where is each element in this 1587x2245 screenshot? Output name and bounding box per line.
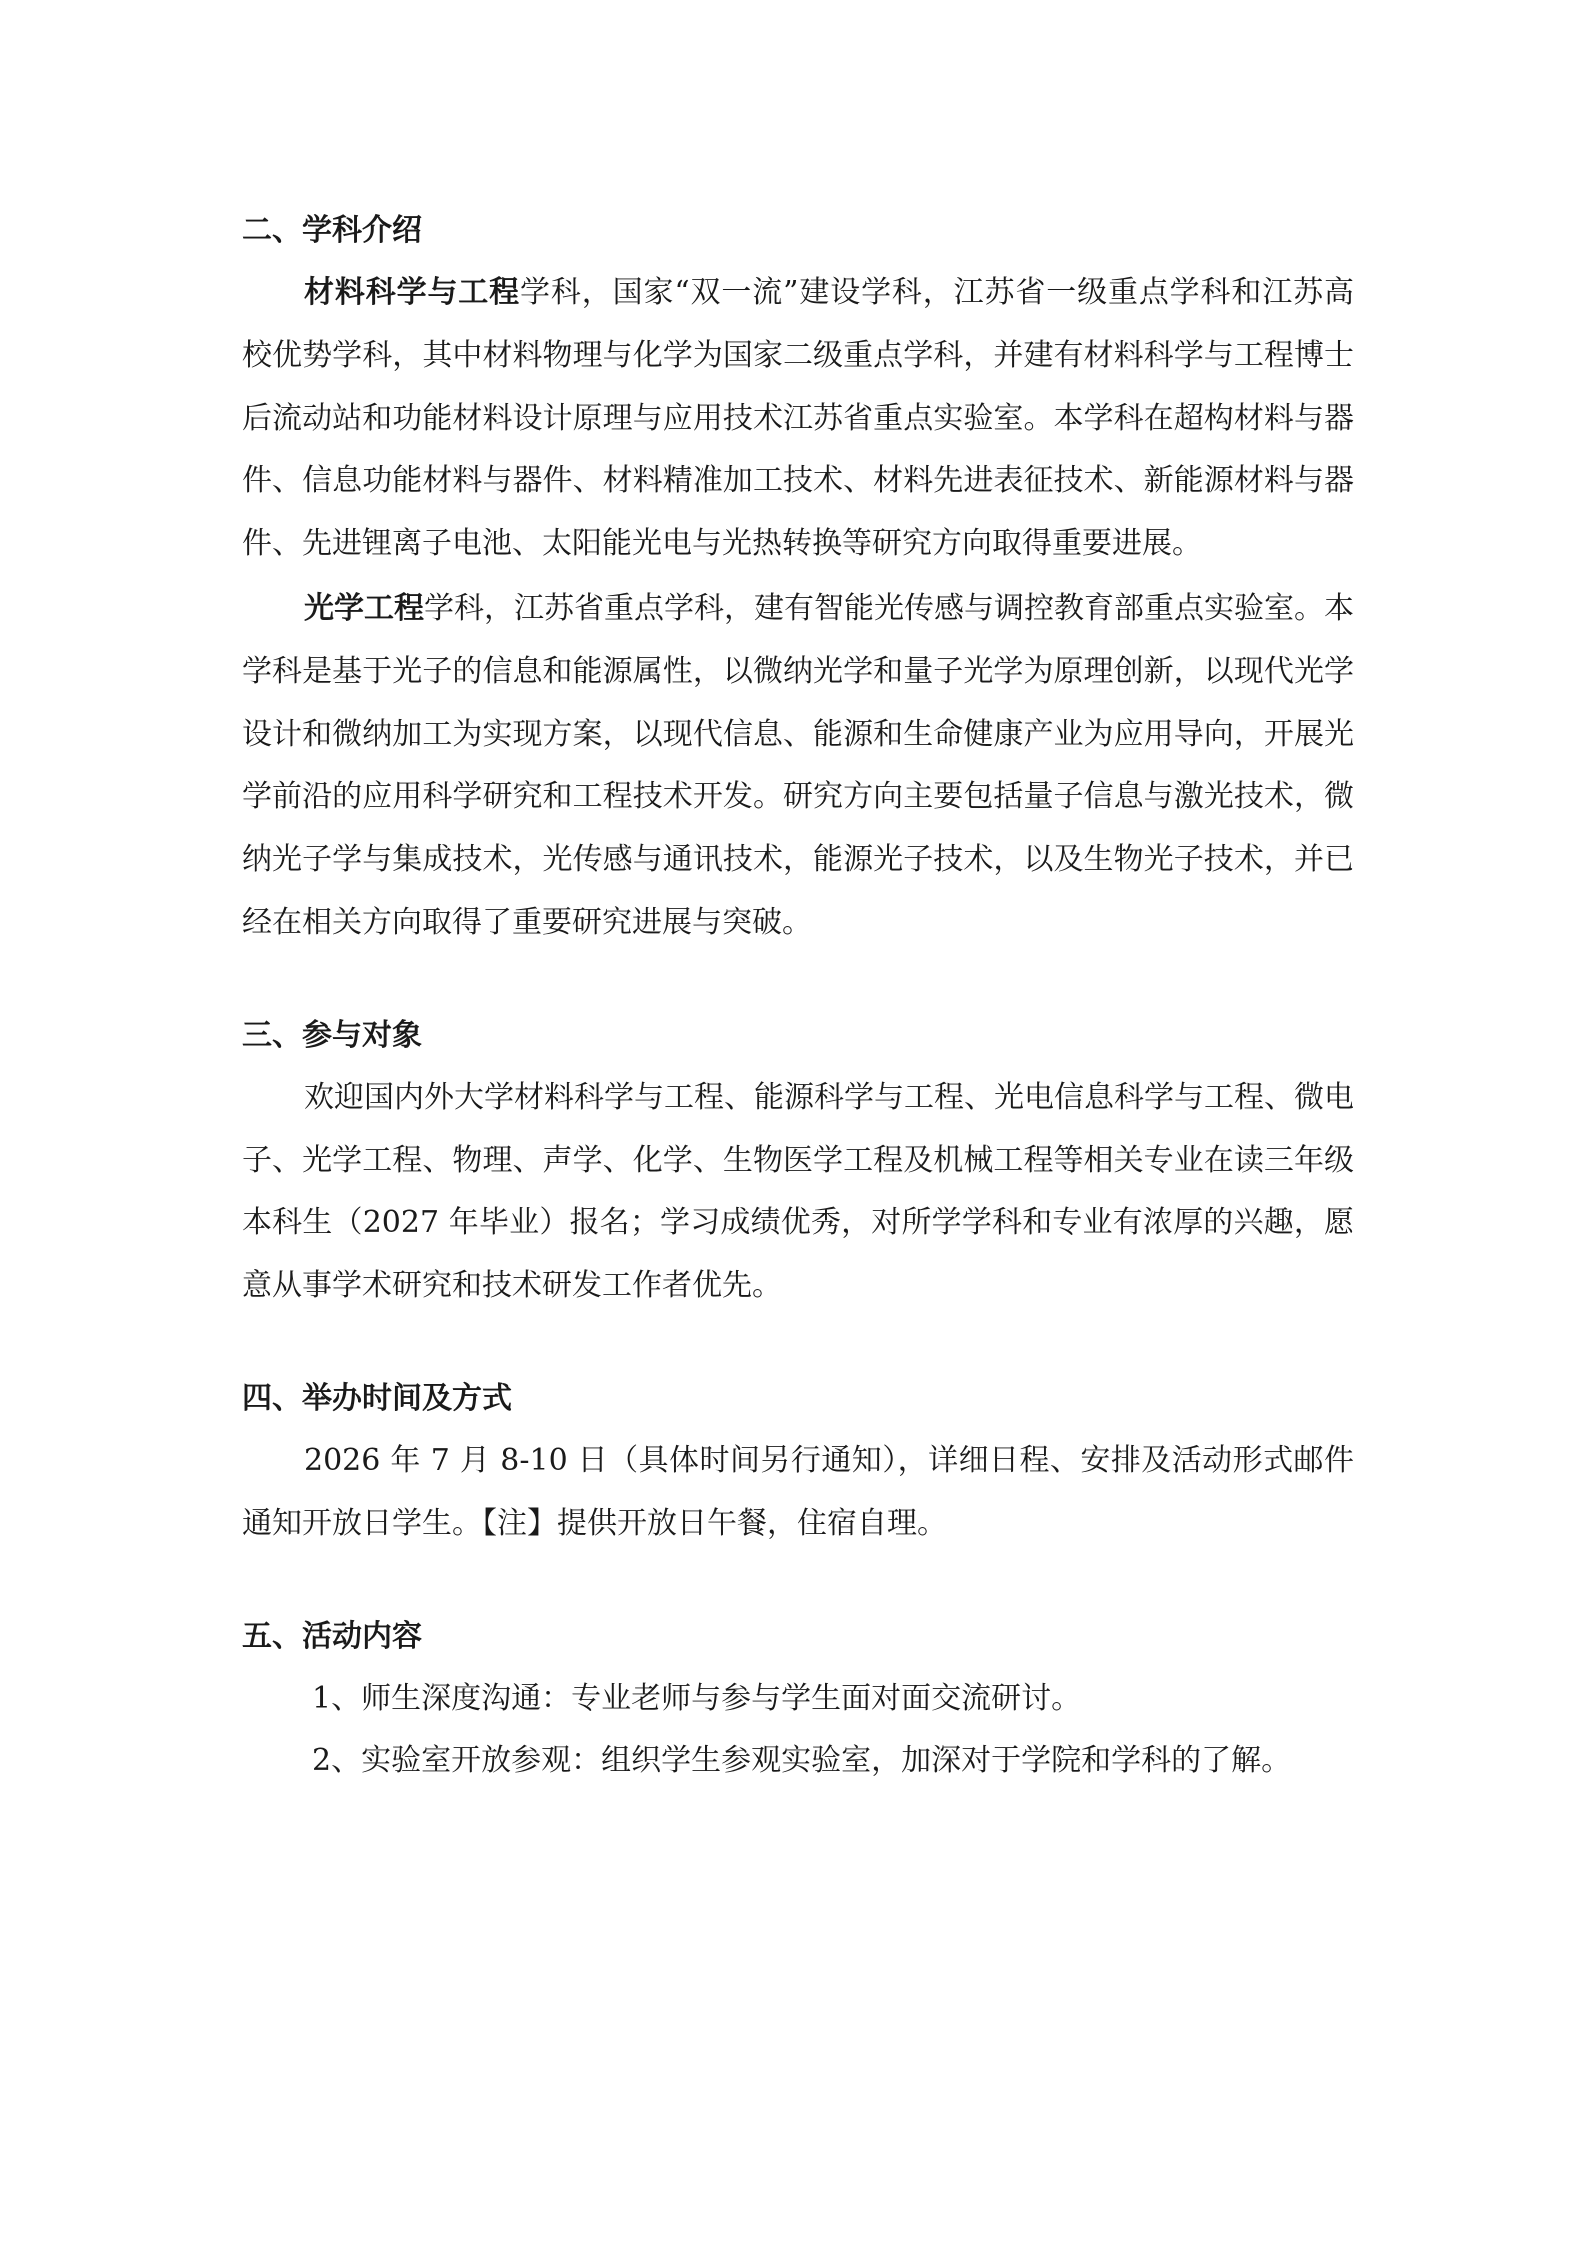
- paragraph-optical-engineering: [242, 578, 1354, 955]
- document-content: [242, 200, 1354, 1793]
- section-gap: [242, 955, 1354, 1005]
- section-heading-time-and-format: 四、举办时间及方式: [242, 1380, 512, 1416]
- section-heading-participants: 三、参与对象: [242, 1017, 422, 1053]
- section-heading-activities: 五、活动内容: [242, 1618, 422, 1654]
- paragraph-body-materials-science: 学科，国家“双一流”建设学科，江苏省一级重点学科和江苏高校优势学科，其中材料物理与化学为国家二级重点学科，并建有材料科学与工程博士后流动站和功能材料设计原理与应用技术江苏省重点实验室。本学科在超构材料与器件、信息功能材料与器件、材料精准加工技术、材料先进表征技术、新能源材料与器件、先进锂离子电池、太阳能光电与光热转换等研究方向取得重要进展。: [242, 275, 1354, 562]
- paragraph-participants: 欢迎国内外大学材料科学与工程、能源科学与工程、光电信息科学与工程、微电子、光学工程、物理、声学、化学、生物医学工程及机械工程等相关专业在读三年级本科生（2027 年毕业）报名；学习成绩优秀，对所学学科和专业有浓厚的兴趣，愿意从事学术研究和技术研发工作者优先。: [242, 1079, 1354, 1304]
- section-heading-discipline-intro: 二、学科介绍: [242, 213, 422, 248]
- paragraph-lead-materials-science: 材料科学与工程: [304, 275, 521, 310]
- paragraph-materials-science: [242, 262, 1354, 576]
- paragraph-lead-optical-engineering: 光学工程: [304, 590, 424, 626]
- section-gap: [242, 1318, 1354, 1368]
- section-gap: [242, 1556, 1354, 1606]
- activity-item-2: 2、实验室开放参观：组织学生参观实验室，加深对于学院和学科的了解。: [312, 1743, 1292, 1779]
- paragraph-time-and-format: 2026 年 7 月 8-10 日（具体时间另行通知），详细日程、安排及活动形式邮件通知开放日学生。【注】提供开放日午餐，住宿自理。: [242, 1442, 1354, 1541]
- paragraph-body-optical-engineering: 学科，江苏省重点学科，建有智能光传感与调控教育部重点实验室。本学科是基于光子的信息和能源属性，以微纳光学和量子光学为原理创新，以现代光学设计和微纳加工为实现方案，以现代信息、能源和生命健康产业为应用导向，开展光学前沿的应用科学研究和工程技术开发。研究方向主要包括量子信息与激光技术，微纳光子学与集成技术，光传感与通讯技术，能源光子技术，以及生物光子技术，并已经在相关方向取得了重要研究进展与突破。: [242, 590, 1354, 940]
- activity-item-1: 1、师生深度沟通：专业老师与参与学生面对面交流研讨。: [312, 1680, 1082, 1716]
